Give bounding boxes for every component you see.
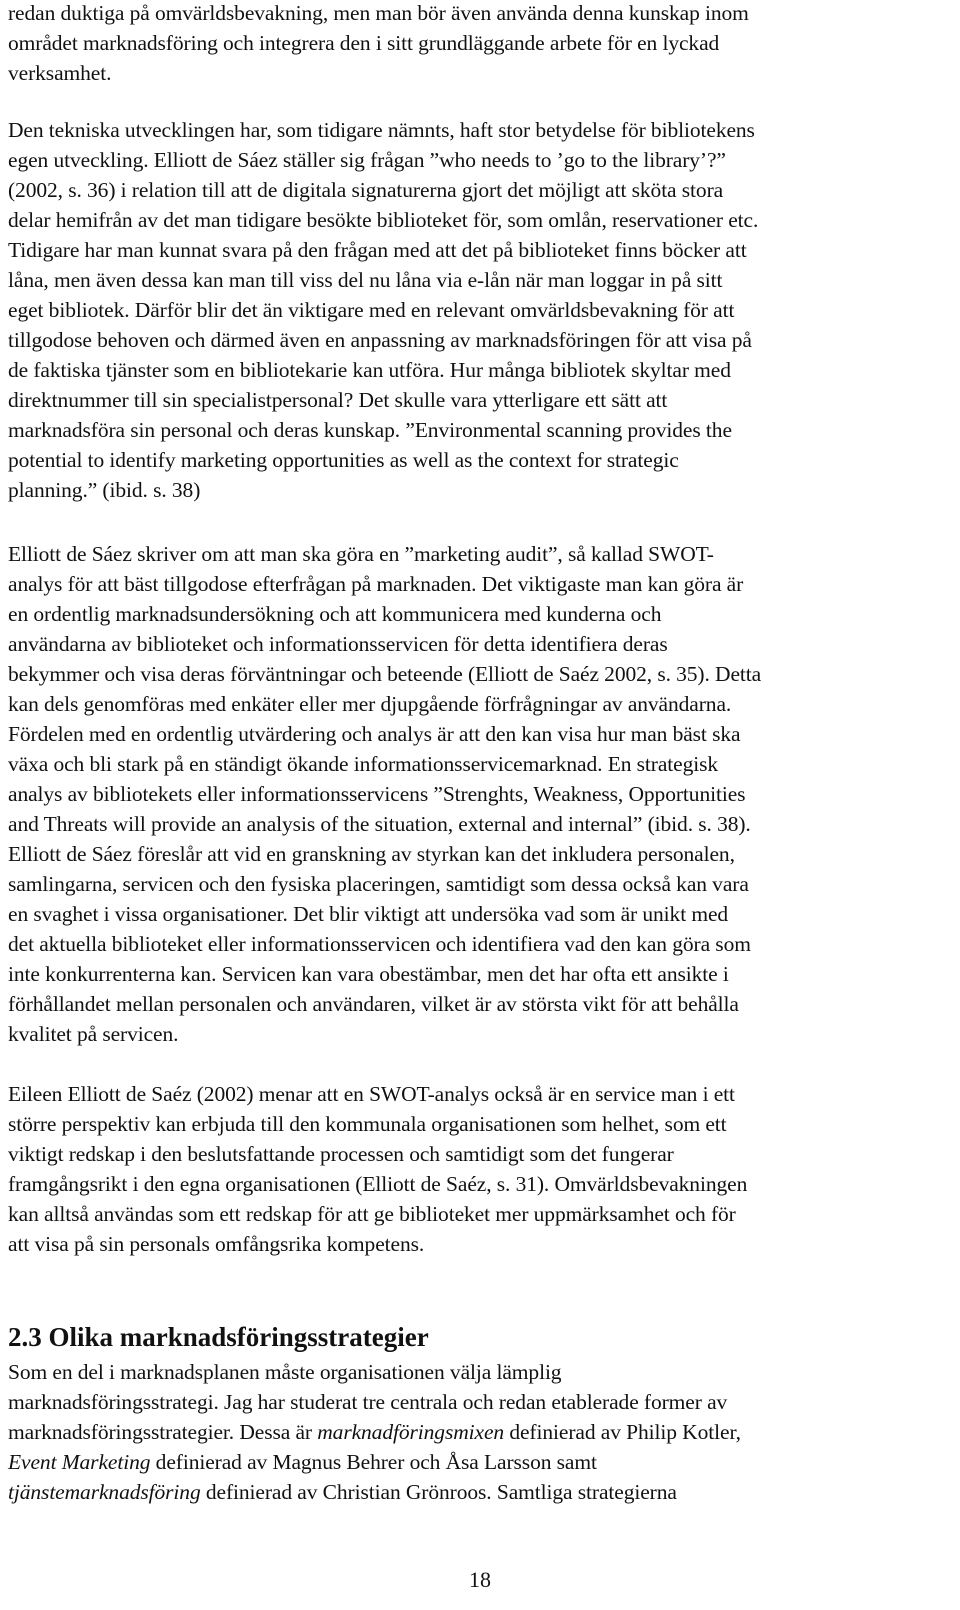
text-line: redan duktiga på omvärldsbevakning, men man bör även använda denna kunskap inom xyxy=(8,1,749,25)
text-line: Fördelen med en ordentlig utvärdering och analys är att den kan visa hur man bäst ska xyxy=(8,722,741,746)
text-line xyxy=(8,1417,952,1447)
text-line: Elliott de Sáez skriver om att man ska göra en ”marketing audit”, så kallad SWOT- xyxy=(8,542,714,566)
text-line: Tidigare har man kunnat svara på den frågan med att det på biblioteket finns böcker att xyxy=(8,238,747,262)
text-line: Som en del i marknadsplanen måste organisationen välja lämplig xyxy=(8,1360,562,1384)
text-line: Elliott de Sáez föreslår att vid en granskning av styrkan kan det inkludera personalen, xyxy=(8,842,735,866)
text-line: viktigt redskap i den beslutsfattande processen och samtidigt som det fungerar xyxy=(8,1142,674,1166)
text-line: inte konkurrenterna kan. Servicen kan vara obestämbar, men det har ofta ett ansikte i xyxy=(8,962,729,986)
text-line: potential to identify marketing opportunities as well as the context for strategic xyxy=(8,448,679,472)
text-line xyxy=(8,1477,952,1507)
text-line xyxy=(8,1447,952,1477)
text-segment: definierad av Philip Kotler, xyxy=(504,1420,741,1444)
text-line: egen utveckling. Elliott de Sáez ställer sig frågan ”who needs to ’go to the library’?” xyxy=(8,148,726,172)
text-line: framgångsrikt i den egna organisationen (Elliott de Saéz, s. 31). Omvärldsbevakningen xyxy=(8,1172,748,1196)
section-heading: 2.3 Olika marknadsföringsstrategier xyxy=(8,1322,429,1352)
text-segment: definierad av Magnus Behrer och Åsa Larsson samt xyxy=(150,1450,597,1474)
text-segment: definierad av Christian Grönroos. Samtliga strategierna xyxy=(200,1480,677,1504)
text-line: Den tekniska utvecklingen har, som tidigare nämnts, haft stor betydelse för bibliotekens xyxy=(8,118,755,142)
paragraph-3 xyxy=(8,539,952,1049)
text-line: en ordentlig marknadsundersökning och att kommunicera med kunderna och xyxy=(8,602,662,626)
text-line: samlingarna, servicen och den fysiska placeringen, samtidigt som dessa också kan vara xyxy=(8,872,749,896)
text-line: de faktiska tjänster som en bibliotekarie kan utföra. Hur många bibliotek skyltar med xyxy=(8,358,731,382)
italic-term: tjänstemarknadsföring xyxy=(8,1480,201,1504)
text-line: kan dels genomföras med enkäter eller mer djupgående förfrågningar av användarna. xyxy=(8,692,732,716)
page-number: 18 xyxy=(469,1567,491,1592)
text-line: analys för att bäst tillgodose efterfrågan på marknaden. Det viktigaste man kan göra är xyxy=(8,572,744,596)
italic-term: marknadföringsmixen xyxy=(317,1420,505,1444)
text-line: eget bibliotek. Därför blir det än viktigare med en relevant omvärldsbevakning för att xyxy=(8,298,735,322)
text-line: kvalitet på servicen. xyxy=(8,1022,179,1046)
text-line: direktnummer till sin specialistpersonal? Det skulle vara ytterligare ett sätt att xyxy=(8,388,668,412)
text-segment: marknadsföringsstrategier. Dessa är xyxy=(8,1420,318,1444)
text-line: verksamhet. xyxy=(8,61,112,85)
text-line: planning.” (ibid. s. 38) xyxy=(8,478,201,502)
italic-term: Event Marketing xyxy=(8,1450,151,1474)
paragraph-2 xyxy=(8,115,952,505)
text-line: and Threats will provide an analysis of the situation, external and internal” (ibid. s. 38). xyxy=(8,812,751,836)
text-line: marknadsföringsstrategi. Jag har studerat tre centrala och redan etablerade former av xyxy=(8,1390,728,1414)
text-line: växa och bli stark på en ständigt ökande informationsservicemarknad. En strategisk xyxy=(8,752,719,776)
text-line: bekymmer och visa deras förväntningar och beteende (Elliott de Saéz 2002, s. 35). Detta xyxy=(8,662,762,686)
text-line: användarna av biblioteket och informationsservicen för detta identifiera deras xyxy=(8,632,668,656)
text-line: låna, men även dessa kan man till viss del nu låna via e-lån när man loggar in på sitt xyxy=(8,268,723,292)
text-line: större perspektiv kan erbjuda till den kommunala organisationen som helhet, som ett xyxy=(8,1112,727,1136)
text-line: att visa på sin personals omfångsrika kompetens. xyxy=(8,1232,425,1256)
paragraph-5 xyxy=(8,1357,952,1507)
text-line: kan alltså användas som ett redskap för att ge biblioteket mer uppmärksamhet och för xyxy=(8,1202,736,1226)
text-line: Eileen Elliott de Saéz (2002) menar att en SWOT-analys också är en service man i ett xyxy=(8,1082,735,1106)
paragraph-1 xyxy=(8,0,952,88)
paragraph-4 xyxy=(8,1079,952,1259)
text-line: analys av bibliotekets eller informationsservicens ”Strenghts, Weakness, Opportunities xyxy=(8,782,746,806)
text-line: det aktuella biblioteket eller informationsservicen och identifiera vad den kan göra som xyxy=(8,932,751,956)
text-line: (2002, s. 36) i relation till att de digitala signaturerna gjort det möjligt att sköta stora xyxy=(8,178,724,202)
text-line: området marknadsföring och integrera den i sitt grundläggande arbete för en lyckad xyxy=(8,31,720,55)
text-line: delar hemifrån av det man tidigare besökte biblioteket för, som omlån, reservationer etc. xyxy=(8,208,759,232)
text-line: marknadsföra sin personal och deras kunskap. ”Environmental scanning provides the xyxy=(8,418,732,442)
text-line: en svaghet i vissa organisationer. Det blir viktigt att undersöka vad som är unikt med xyxy=(8,902,729,926)
text-line: förhållandet mellan personalen och användaren, vilket är av största vikt för att behålla xyxy=(8,992,739,1016)
text-line: tillgodose behoven och därmed även en anpassning av marknadsföringen för att visa på xyxy=(8,328,752,352)
